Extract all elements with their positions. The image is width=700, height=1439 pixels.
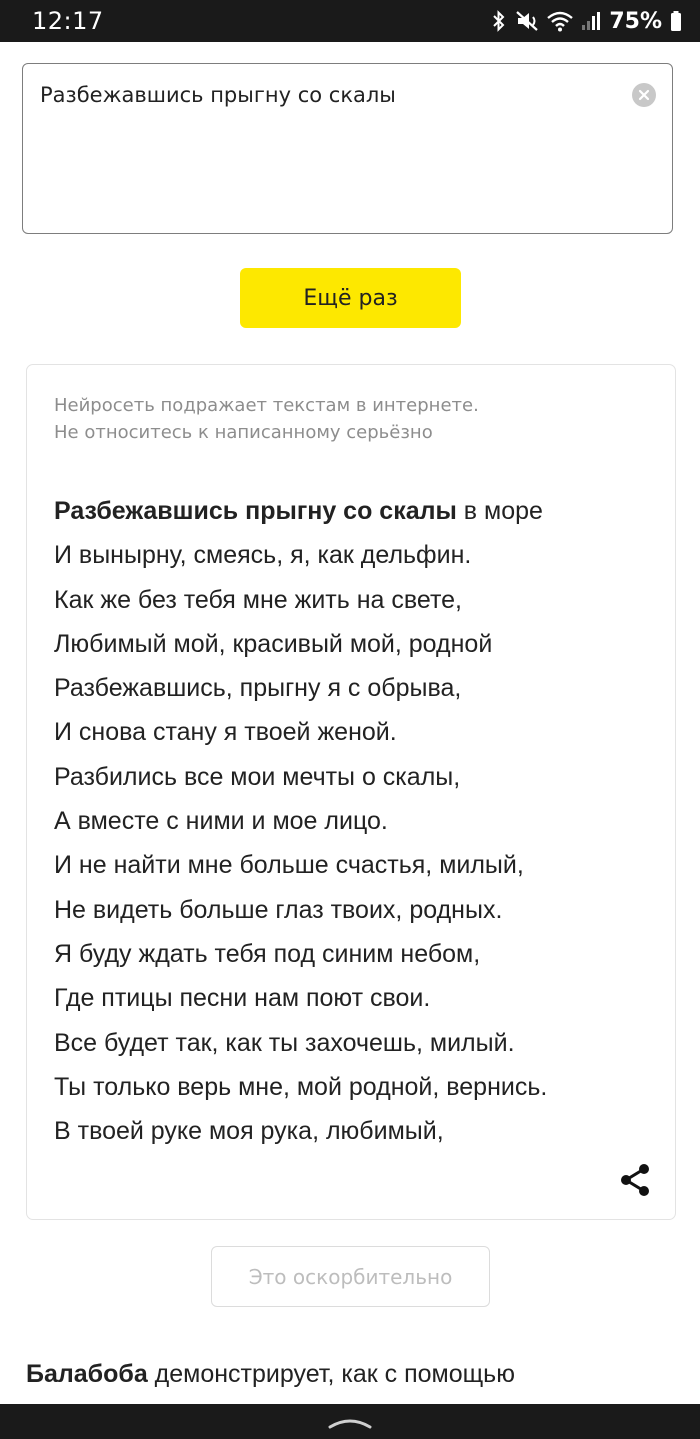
signal-icon bbox=[581, 10, 601, 32]
disclaimer-line-2: Не относитесь к написанному серьёзно bbox=[54, 422, 433, 443]
poem-line: Где птицы песни нам поют свои. bbox=[54, 984, 431, 1013]
share-icon[interactable] bbox=[619, 1163, 651, 1197]
again-button[interactable]: Ещё раз bbox=[240, 268, 461, 328]
poem-line: Как же без тебя мне жить на свете, bbox=[54, 585, 462, 614]
status-time: 12:17 bbox=[32, 7, 104, 35]
disclaimer bbox=[54, 392, 479, 446]
status-bar bbox=[0, 0, 700, 42]
poem-line: Не видеть больше глаз твоих, родных. bbox=[54, 895, 503, 924]
clear-icon[interactable] bbox=[632, 83, 656, 107]
wifi-icon bbox=[547, 10, 573, 32]
poem-line: И снова стану я твоей женой. bbox=[54, 718, 397, 747]
poem-line: Ты только верь мне, мой родной, вернись. bbox=[54, 1072, 548, 1101]
battery-percent: 75% bbox=[609, 8, 662, 34]
report-offensive-button[interactable]: Это оскорбительно bbox=[211, 1246, 490, 1307]
poem-line: Любимый мой, красивый мой, родной bbox=[54, 629, 493, 658]
poem-prompt: Разбежавшись прыгну со скалы bbox=[54, 497, 457, 525]
status-icons bbox=[491, 9, 682, 34]
poem-line: Разбежавшись, прыгну я с обрыва, bbox=[54, 674, 462, 703]
poem-line: Разбились все мои мечты о скалы, bbox=[54, 762, 461, 791]
footer-brand: Балабоба bbox=[26, 1360, 148, 1388]
query-input[interactable] bbox=[22, 63, 673, 234]
poem-line: В твоей руке моя рука, любимый, bbox=[54, 1117, 444, 1146]
footer-description bbox=[26, 1360, 515, 1389]
poem-line: А вместе с ними и мое лицо. bbox=[54, 807, 388, 836]
poem-line bbox=[54, 489, 547, 533]
chevron-up-icon[interactable] bbox=[327, 1414, 373, 1434]
footer-text: демонстрирует, как с помощью bbox=[147, 1360, 515, 1388]
poem-line: И не найти мне больше счастья, милый, bbox=[54, 851, 524, 880]
disclaimer-line-1: Нейросеть подражает текстам в интернете. bbox=[54, 395, 479, 416]
generated-text bbox=[54, 489, 547, 1153]
battery-icon bbox=[670, 10, 682, 32]
poem-line: Я буду ждать тебя под синим небом, bbox=[54, 939, 481, 968]
poem-line: Все будет так, как ты захочешь, милый. bbox=[54, 1028, 515, 1057]
result-card bbox=[26, 364, 676, 1220]
bottom-navigation-bar bbox=[0, 1404, 700, 1439]
bluetooth-icon bbox=[491, 10, 507, 32]
poem-continuation: в море bbox=[456, 497, 543, 525]
mute-icon bbox=[515, 10, 539, 32]
query-input-value[interactable]: Разбежавшись прыгну со скалы bbox=[40, 83, 396, 107]
poem-line: И вынырну, смеясь, я, как дельфин. bbox=[54, 541, 472, 570]
